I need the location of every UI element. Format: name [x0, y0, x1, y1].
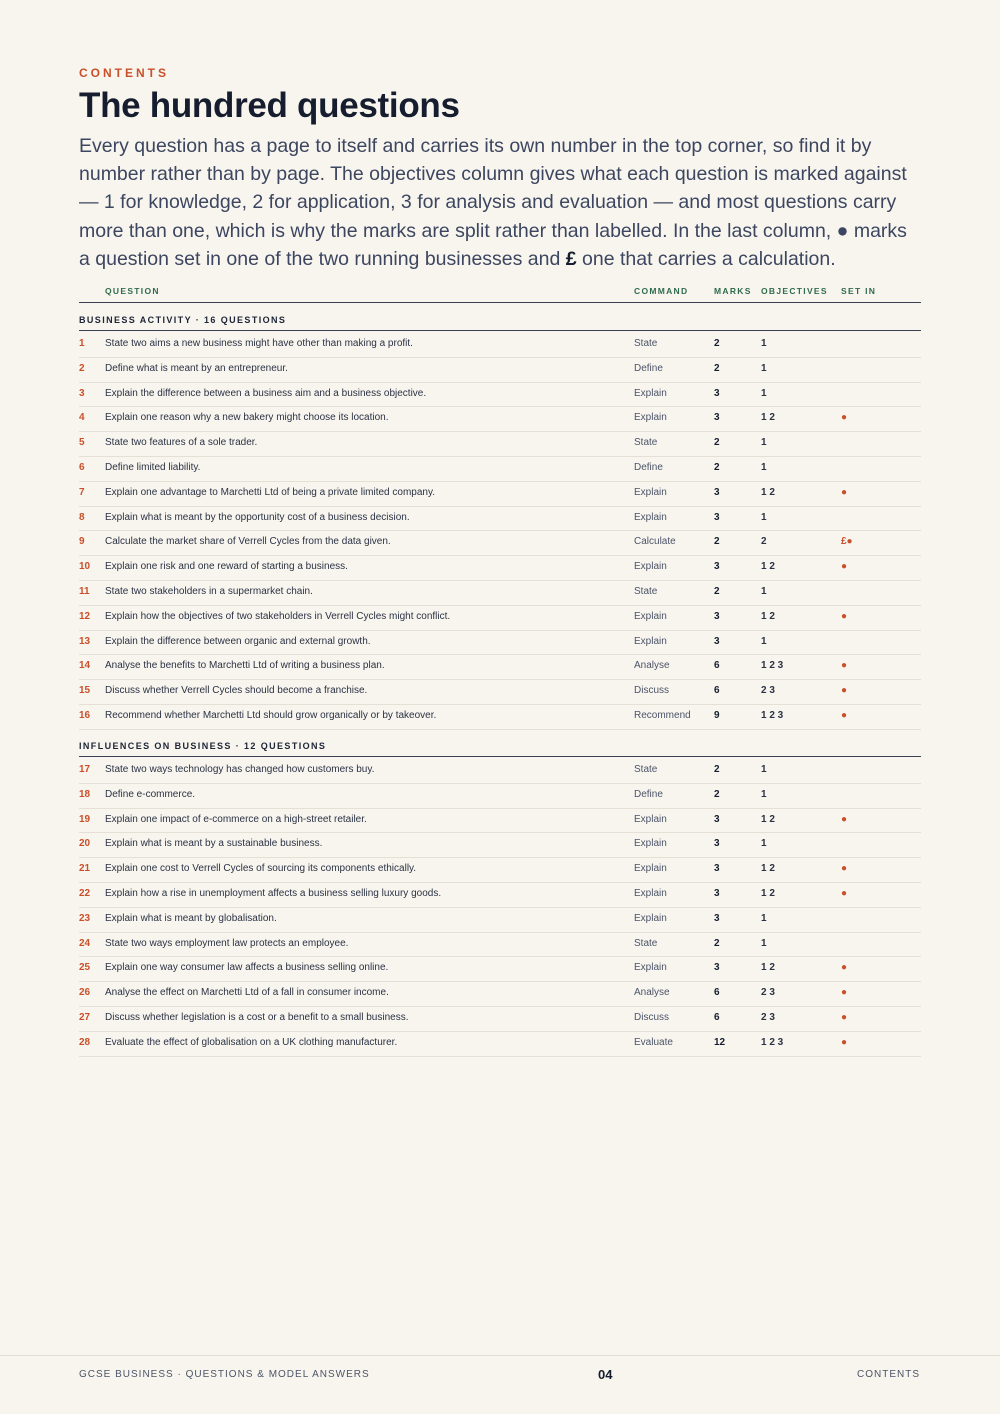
marks-value: 3	[714, 610, 720, 622]
set-in-marker: ●	[841, 710, 848, 721]
command-word: Explain	[634, 813, 667, 825]
command-word: Explain	[634, 387, 667, 399]
objectives-value: 1 2	[761, 486, 775, 498]
header-command: COMMAND	[634, 286, 689, 296]
objectives-value: 1 2	[761, 610, 775, 622]
marks-value: 2	[714, 362, 720, 374]
question-text: Discuss whether Verrell Cycles should become a franchise.	[105, 685, 368, 697]
objectives-value: 2	[761, 536, 767, 548]
objectives-value: 1 2	[761, 561, 775, 573]
question-number: 14	[79, 660, 91, 672]
command-word: Define	[634, 788, 663, 800]
objectives-value: 1 2 3	[761, 660, 784, 672]
marks-value: 2	[714, 462, 720, 473]
marks-value: 3	[714, 863, 720, 875]
footer-section: CONTENTS	[857, 1369, 920, 1380]
marks-value: 3	[714, 486, 720, 498]
page-title: The hundred questions	[79, 86, 460, 125]
objectives-value: 1 2	[761, 888, 775, 899]
question-number: 16	[79, 710, 91, 721]
table-row	[79, 456, 921, 482]
table-row	[79, 530, 921, 556]
marks-value: 3	[714, 561, 720, 573]
set-in-marker: ●	[841, 888, 848, 899]
command-word: Explain	[634, 912, 667, 924]
command-word: Explain	[634, 962, 667, 974]
question-text: Explain one cost to Verrell Cycles of sourcing its components ethically.	[105, 863, 417, 875]
marks-value: 3	[714, 813, 720, 825]
header-marks: MARKS	[714, 286, 752, 296]
command-word: Explain	[634, 863, 667, 875]
header-question: QUESTION	[105, 286, 160, 296]
command-word: Evaluate	[634, 1036, 673, 1048]
marks-value: 6	[714, 685, 720, 697]
table-row	[79, 630, 921, 656]
set-in-marker: ●	[841, 962, 848, 974]
set-in-marker: ●	[841, 813, 848, 825]
question-number: 11	[79, 586, 90, 597]
question-number: 28	[79, 1036, 91, 1048]
command-word: State	[634, 937, 658, 949]
marks-value: 2	[714, 937, 720, 949]
question-text: Explain one risk and one reward of starting a business.	[105, 561, 348, 573]
marks-value: 3	[714, 412, 720, 424]
page-footer	[0, 1355, 1000, 1414]
question-number: 17	[79, 764, 91, 775]
table-row	[79, 956, 921, 982]
set-in-marker: £●	[841, 536, 853, 548]
question-text: Define e-commerce.	[105, 788, 196, 800]
objectives-value: 2 3	[761, 1012, 775, 1023]
page-number: 04	[598, 1367, 613, 1382]
question-text: Explain the difference between a business aim and a business objective.	[105, 387, 427, 399]
section-eyebrow: CONTENTS	[79, 66, 169, 80]
question-number: 5	[79, 437, 85, 449]
table-row	[79, 679, 921, 705]
question-text: Explain one way consumer law affects a business selling online.	[105, 962, 389, 974]
question-number: 20	[79, 838, 91, 850]
command-word: State	[634, 437, 658, 449]
marks-value: 6	[714, 1012, 720, 1023]
command-word: Explain	[634, 838, 667, 850]
set-in-marker: ●	[841, 561, 848, 573]
table-row	[79, 1031, 921, 1057]
table-row	[79, 783, 921, 809]
question-text: Explain what is meant by a sustainable business.	[105, 838, 323, 850]
objectives-value: 1	[761, 788, 767, 800]
table-row	[79, 654, 921, 680]
objectives-value: 1	[761, 764, 767, 775]
set-in-marker: ●	[841, 660, 848, 672]
table-row	[79, 832, 921, 858]
table-row	[79, 431, 921, 457]
objectives-value: 1	[761, 462, 767, 473]
set-in-marker: ●	[841, 987, 848, 999]
objectives-value: 1	[761, 437, 767, 449]
command-word: Explain	[634, 511, 667, 523]
marks-value: 12	[714, 1036, 726, 1048]
footer-book-title: GCSE BUSINESS · QUESTIONS & MODEL ANSWERS	[79, 1369, 370, 1380]
marks-value: 3	[714, 387, 720, 399]
objectives-value: 1	[761, 511, 767, 523]
question-number: 10	[79, 561, 91, 573]
table-row	[79, 332, 921, 358]
command-word: Explain	[634, 412, 667, 424]
question-number: 19	[79, 813, 91, 825]
section-label: BUSINESS ACTIVITY · 16 QUESTIONS	[79, 315, 287, 325]
question-text: Define what is meant by an entrepreneur.	[105, 362, 288, 374]
set-in-marker: ●	[841, 610, 848, 622]
marks-value: 9	[714, 710, 720, 721]
marks-value: 3	[714, 511, 720, 523]
command-word: Recommend	[634, 710, 691, 721]
table-row	[79, 506, 921, 532]
question-text: Explain one impact of e-commerce on a high-street retailer.	[105, 813, 367, 825]
question-text: State two features of a sole trader.	[105, 437, 258, 449]
objectives-value: 1	[761, 838, 767, 850]
command-word: Explain	[634, 561, 667, 573]
command-word: Explain	[634, 635, 667, 647]
header-set-in: SET IN	[841, 286, 877, 296]
objectives-value: 1	[761, 937, 767, 949]
marks-value: 2	[714, 437, 720, 449]
command-word: Calculate	[634, 536, 676, 548]
intro-text-2: marks a question set in one of the two running businesses and	[79, 219, 907, 270]
question-text: Recommend whether Marchetti Ltd should grow organically or by takeover.	[105, 710, 437, 721]
table-row	[79, 808, 921, 834]
question-text: Define limited liability.	[105, 462, 201, 473]
question-number: 2	[79, 362, 85, 374]
set-in-marker: ●	[841, 1012, 848, 1023]
command-word: Define	[634, 362, 663, 374]
marks-value: 2	[714, 586, 720, 597]
table-row	[79, 907, 921, 933]
table-row	[79, 758, 921, 784]
question-number: 18	[79, 788, 91, 800]
table-row	[79, 882, 921, 908]
intro-paragraph	[79, 132, 921, 273]
marks-value: 3	[714, 888, 720, 899]
table-row	[79, 932, 921, 958]
pound-symbol: £	[565, 247, 577, 270]
objectives-value: 1 2	[761, 813, 775, 825]
command-word: Explain	[634, 888, 667, 899]
objectives-value: 1 2	[761, 863, 775, 875]
section-heading	[79, 740, 921, 757]
question-text: Explain the difference between organic and external growth.	[105, 635, 371, 647]
command-word: State	[634, 764, 658, 775]
command-word: Discuss	[634, 685, 670, 697]
objectives-value: 1 2 3	[761, 710, 784, 721]
question-number: 6	[79, 462, 85, 473]
table-row	[79, 555, 921, 581]
objectives-value: 1	[761, 912, 767, 924]
question-text: Analyse the benefits to Marchetti Ltd of writing a business plan.	[105, 660, 385, 672]
table-row	[79, 857, 921, 883]
command-word: Analyse	[634, 987, 670, 999]
command-word: Explain	[634, 486, 667, 498]
command-word: Define	[634, 462, 663, 473]
question-number: 24	[79, 937, 91, 949]
question-number: 8	[79, 511, 85, 523]
question-number: 3	[79, 387, 85, 399]
set-in-marker: ●	[841, 486, 848, 498]
table-row	[79, 1006, 921, 1032]
question-text: Explain what is meant by globalisation.	[105, 912, 277, 924]
marks-value: 3	[714, 838, 720, 850]
marks-value: 3	[714, 912, 720, 924]
dot-symbol: ●	[836, 219, 849, 242]
table-row	[79, 357, 921, 383]
objectives-value: 1 2	[761, 962, 775, 974]
command-word: Discuss	[634, 1012, 670, 1023]
table-row	[79, 605, 921, 631]
marks-value: 2	[714, 338, 720, 349]
question-number: 25	[79, 962, 91, 974]
question-text: Explain what is meant by the opportunity cost of a business decision.	[105, 511, 410, 523]
question-text: Explain one reason why a new bakery might choose its location.	[105, 412, 389, 424]
question-text: State two aims a new business might have other than making a profit.	[105, 338, 413, 349]
command-word: State	[634, 338, 658, 349]
objectives-value: 1	[761, 387, 767, 399]
question-text: Discuss whether legislation is a cost or a benefit to a small business.	[105, 1012, 409, 1023]
question-text: Explain how the objectives of two stakeholders in Verrell Cycles might conflict.	[105, 610, 451, 622]
table-header	[79, 284, 921, 303]
question-number: 13	[79, 635, 91, 647]
marks-value: 2	[714, 764, 720, 775]
table-row	[79, 981, 921, 1007]
marks-value: 6	[714, 660, 720, 672]
objectives-value: 1	[761, 338, 767, 349]
marks-value: 2	[714, 536, 720, 548]
table-row	[79, 704, 921, 730]
question-number: 23	[79, 912, 91, 924]
question-text: Analyse the effect on Marchetti Ltd of a fall in consumer income.	[105, 987, 389, 999]
header-objectives: OBJECTIVES	[761, 286, 828, 296]
section-label: INFLUENCES ON BUSINESS · 12 QUESTIONS	[79, 741, 327, 751]
table-row	[79, 406, 921, 432]
objectives-value: 1	[761, 586, 767, 597]
question-number: 26	[79, 987, 91, 999]
set-in-marker: ●	[841, 412, 848, 424]
question-text: Explain how a rise in unemployment affects a business selling luxury goods.	[105, 888, 442, 899]
question-number: 12	[79, 610, 91, 622]
question-number: 9	[79, 536, 85, 548]
table-row	[79, 481, 921, 507]
question-text: State two ways technology has changed how customers buy.	[105, 764, 375, 775]
intro-text-1: Every question has a page to itself and carries its own number in the top corner, so find it by number rather than by page. The objectives column gives what each question is marked against — 1 for knowledge, 2 for application, 3 for analysis and evaluation — and most questions carry more than one, which is why the marks are split rather than labelled. In the last column,	[79, 135, 907, 242]
question-number: 4	[79, 412, 85, 424]
question-number: 27	[79, 1012, 91, 1023]
question-number: 15	[79, 685, 91, 697]
objectives-value: 1 2 3	[761, 1036, 784, 1048]
set-in-marker: ●	[841, 1036, 848, 1048]
set-in-marker: ●	[841, 685, 848, 697]
objectives-value: 2 3	[761, 987, 775, 999]
question-number: 22	[79, 888, 91, 899]
intro-text-3: one that carries a calculation.	[576, 247, 836, 270]
marks-value: 3	[714, 635, 720, 647]
question-text: Calculate the market share of Verrell Cycles from the data given.	[105, 536, 391, 548]
objectives-value: 1	[761, 362, 767, 374]
question-text: State two stakeholders in a supermarket chain.	[105, 586, 313, 597]
set-in-marker: ●	[841, 863, 848, 875]
question-number: 1	[79, 338, 85, 349]
question-text: Explain one advantage to Marchetti Ltd of being a private limited company.	[105, 486, 436, 498]
objectives-value: 1 2	[761, 412, 775, 424]
table-row	[79, 580, 921, 606]
objectives-value: 2 3	[761, 685, 775, 697]
section-heading	[79, 314, 921, 331]
question-text: Evaluate the effect of globalisation on a UK clothing manufacturer.	[105, 1036, 398, 1048]
marks-value: 6	[714, 987, 720, 999]
command-word: Analyse	[634, 660, 670, 672]
question-text: State two ways employment law protects an employee.	[105, 937, 349, 949]
command-word: Explain	[634, 610, 667, 622]
table-row	[79, 382, 921, 408]
command-word: State	[634, 586, 658, 597]
marks-value: 2	[714, 788, 720, 800]
question-number: 7	[79, 486, 85, 498]
question-number: 21	[79, 863, 91, 875]
objectives-value: 1	[761, 635, 767, 647]
marks-value: 3	[714, 962, 720, 974]
